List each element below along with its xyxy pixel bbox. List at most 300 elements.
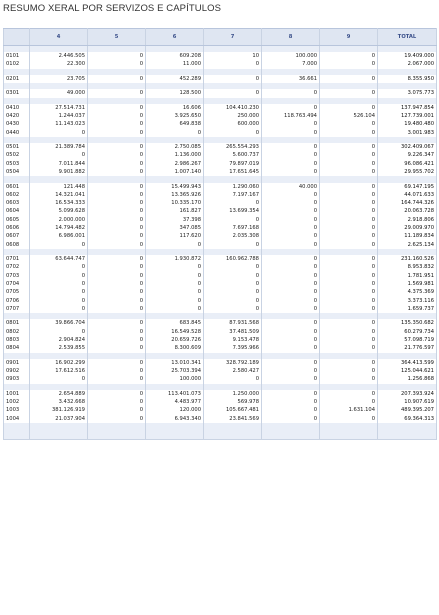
table-row	[4, 390, 437, 398]
cell-code: 0803	[4, 336, 30, 344]
cell-col-7: 9.153.478	[204, 336, 262, 344]
cell-col-8: 0	[262, 280, 320, 288]
cell-col-4: 3.432.668	[30, 398, 88, 406]
cell-col-5: 0	[88, 89, 146, 97]
cell-col-8: 7.000	[262, 60, 320, 68]
cell-col-7: 0	[204, 60, 262, 68]
cell-col-5: 0	[88, 305, 146, 313]
cell-col-6: 11.000	[146, 60, 204, 68]
cell-col-9: 0	[320, 328, 378, 336]
cell-col-8: 0	[262, 328, 320, 336]
cell-col-6: 2.750.085	[146, 143, 204, 151]
spacer-row	[4, 429, 437, 440]
cell-col-9: 0	[320, 241, 378, 249]
cell-col-6: 100.000	[146, 375, 204, 383]
cell-col-8: 0	[262, 305, 320, 313]
cell-col-5: 0	[88, 207, 146, 215]
spacer-cell	[204, 429, 262, 440]
cell-code: 0703	[4, 272, 30, 280]
cell-code: 0440	[4, 129, 30, 137]
cell-code: 0502	[4, 151, 30, 159]
cell-col-5: 0	[88, 241, 146, 249]
cell-col-6: 0	[146, 305, 204, 313]
table-row	[4, 120, 437, 128]
cell-col-5: 0	[88, 168, 146, 176]
cell-col-7: 0	[204, 288, 262, 296]
cell-col-4: 21.389.784	[30, 143, 88, 151]
cell-col-8: 0	[262, 104, 320, 112]
cell-col-4: 14.794.482	[30, 224, 88, 232]
cell-col-4: 7.011.844	[30, 160, 88, 168]
spacer-cell	[88, 429, 146, 440]
cell-code: 0430	[4, 120, 30, 128]
cell-code: 0602	[4, 191, 30, 199]
cell-col-7: 600.000	[204, 120, 262, 128]
cell-code: 0301	[4, 89, 30, 97]
cell-col-4: 0	[30, 129, 88, 137]
cell-col-5: 0	[88, 415, 146, 423]
cell-col-4: 16.534.333	[30, 199, 88, 207]
cell-col-8: 118.763.494	[262, 112, 320, 120]
cell-col-4: 1.244.037	[30, 112, 88, 120]
cell-col-5: 0	[88, 367, 146, 375]
cell-col-8: 0	[262, 191, 320, 199]
cell-col-7: 0	[204, 272, 262, 280]
cell-total: 69.364.313	[378, 415, 437, 423]
cell-code: 0707	[4, 305, 30, 313]
cell-col-5: 0	[88, 151, 146, 159]
cell-col-8: 0	[262, 216, 320, 224]
table-row	[4, 191, 437, 199]
cell-col-7: 13.699.354	[204, 207, 262, 215]
cell-col-4: 6.986.001	[30, 232, 88, 240]
cell-col-8: 0	[262, 319, 320, 327]
cell-col-5: 0	[88, 280, 146, 288]
page-title: RESUMO XERAL POR SERVIZOS E CAPÍTULOS	[3, 3, 222, 14]
table-row	[4, 336, 437, 344]
cell-col-4: 0	[30, 375, 88, 383]
cell-col-6: 16.549.528	[146, 328, 204, 336]
cell-col-8: 0	[262, 390, 320, 398]
spacer-cell	[262, 429, 320, 440]
cell-col-9: 0	[320, 375, 378, 383]
table-row	[4, 75, 437, 83]
cell-col-4: 23.705	[30, 75, 88, 83]
cell-col-6: 6.943.340	[146, 415, 204, 423]
cell-col-5: 0	[88, 199, 146, 207]
cell-col-5: 0	[88, 272, 146, 280]
cell-col-9: 0	[320, 60, 378, 68]
cell-total: 8.953.832	[378, 263, 437, 271]
cell-code: 0901	[4, 359, 30, 367]
cell-col-7: 250.000	[204, 112, 262, 120]
header-cell-5: 5	[88, 29, 146, 46]
cell-col-8: 0	[262, 151, 320, 159]
cell-code: 1001	[4, 390, 30, 398]
cell-col-9: 0	[320, 216, 378, 224]
cell-total: 164.744.326	[378, 199, 437, 207]
cell-col-6: 0	[146, 280, 204, 288]
cell-col-6: 347.085	[146, 224, 204, 232]
cell-col-4: 17.612.516	[30, 367, 88, 375]
cell-col-9: 0	[320, 280, 378, 288]
cell-total: 1.569.981	[378, 280, 437, 288]
cell-col-5: 0	[88, 224, 146, 232]
table-row	[4, 224, 437, 232]
cell-col-7: 10	[204, 52, 262, 60]
cell-total: 10.907.619	[378, 398, 437, 406]
cell-col-6: 0	[146, 288, 204, 296]
cell-total: 3.001.983	[378, 129, 437, 137]
cell-col-4: 9.901.882	[30, 168, 88, 176]
cell-col-6: 13.365.926	[146, 191, 204, 199]
cell-total: 3.373.116	[378, 297, 437, 305]
cell-col-8: 0	[262, 297, 320, 305]
cell-col-9: 0	[320, 224, 378, 232]
cell-code: 1003	[4, 406, 30, 414]
cell-col-4: 21.037.904	[30, 415, 88, 423]
cell-col-8: 0	[262, 160, 320, 168]
spacer-cell	[378, 429, 437, 440]
cell-col-9: 0	[320, 120, 378, 128]
table-row	[4, 255, 437, 263]
cell-total: 21.776.597	[378, 344, 437, 352]
cell-col-5: 0	[88, 60, 146, 68]
cell-col-8: 40.000	[262, 183, 320, 191]
cell-total: 137.947.854	[378, 104, 437, 112]
cell-col-5: 0	[88, 359, 146, 367]
cell-col-7: 0	[204, 216, 262, 224]
cell-col-9: 0	[320, 52, 378, 60]
cell-col-9: 0	[320, 319, 378, 327]
table-row	[4, 280, 437, 288]
cell-col-6: 0	[146, 297, 204, 305]
cell-col-4: 11.143.023	[30, 120, 88, 128]
cell-col-4: 0	[30, 151, 88, 159]
cell-col-5: 0	[88, 120, 146, 128]
cell-col-5: 0	[88, 129, 146, 137]
cell-col-4: 0	[30, 288, 88, 296]
cell-col-5: 0	[88, 406, 146, 414]
cell-code: 0102	[4, 60, 30, 68]
cell-col-9: 0	[320, 359, 378, 367]
table-row	[4, 52, 437, 60]
cell-col-5: 0	[88, 232, 146, 240]
cell-col-6: 10.335.170	[146, 199, 204, 207]
cell-col-5: 0	[88, 398, 146, 406]
cell-code: 1004	[4, 415, 30, 423]
cell-col-4: 0	[30, 263, 88, 271]
cell-col-8: 0	[262, 199, 320, 207]
cell-col-4: 2.654.889	[30, 390, 88, 398]
cell-col-4: 0	[30, 328, 88, 336]
cell-col-4: 39.866.704	[30, 319, 88, 327]
cell-col-7: 0	[204, 241, 262, 249]
cell-col-6: 0	[146, 272, 204, 280]
cell-col-6: 15.499.943	[146, 183, 204, 191]
table-row	[4, 160, 437, 168]
header-cell-4: 4	[30, 29, 88, 46]
cell-col-4: 0	[30, 297, 88, 305]
cell-col-9: 0	[320, 151, 378, 159]
cell-col-4: 22.300	[30, 60, 88, 68]
cell-col-8: 0	[262, 415, 320, 423]
cell-col-9: 526.104	[320, 112, 378, 120]
cell-col-4: 0	[30, 241, 88, 249]
table-body	[4, 46, 437, 440]
cell-col-4: 14.321.041	[30, 191, 88, 199]
cell-col-5: 0	[88, 319, 146, 327]
cell-col-9: 0	[320, 336, 378, 344]
cell-col-6: 8.300.609	[146, 344, 204, 352]
cell-total: 60.279.734	[378, 328, 437, 336]
cell-code: 0804	[4, 344, 30, 352]
cell-code: 0607	[4, 232, 30, 240]
cell-code: 0802	[4, 328, 30, 336]
cell-col-7: 0	[204, 305, 262, 313]
cell-col-6: 20.659.726	[146, 336, 204, 344]
table-row	[4, 151, 437, 159]
cell-total: 2.625.134	[378, 241, 437, 249]
cell-code: 0701	[4, 255, 30, 263]
cell-col-8: 0	[262, 288, 320, 296]
cell-col-4: 27.514.731	[30, 104, 88, 112]
cell-code: 0604	[4, 207, 30, 215]
cell-col-7: 0	[204, 89, 262, 97]
cell-col-9: 0	[320, 263, 378, 271]
table-row	[4, 60, 437, 68]
cell-col-8: 0	[262, 406, 320, 414]
cell-total: 1.256.868	[378, 375, 437, 383]
table-row	[4, 112, 437, 120]
cell-total: 29.009.970	[378, 224, 437, 232]
cell-col-8: 0	[262, 168, 320, 176]
table-row	[4, 199, 437, 207]
cell-code: 0902	[4, 367, 30, 375]
cell-col-7: 2.580.427	[204, 367, 262, 375]
cell-col-7: 105.667.481	[204, 406, 262, 414]
cell-col-8: 0	[262, 255, 320, 263]
cell-col-9: 0	[320, 183, 378, 191]
cell-col-8: 0	[262, 263, 320, 271]
cell-col-7: 1.250.000	[204, 390, 262, 398]
cell-col-8: 0	[262, 207, 320, 215]
cell-col-5: 0	[88, 104, 146, 112]
table-row	[4, 241, 437, 249]
cell-col-6: 161.827	[146, 207, 204, 215]
cell-code: 0608	[4, 241, 30, 249]
cell-col-5: 0	[88, 75, 146, 83]
cell-col-5: 0	[88, 336, 146, 344]
cell-col-9: 0	[320, 129, 378, 137]
cell-col-9: 0	[320, 344, 378, 352]
cell-col-8: 0	[262, 232, 320, 240]
table-row	[4, 367, 437, 375]
cell-total: 125.044.621	[378, 367, 437, 375]
cell-total: 4.375.369	[378, 288, 437, 296]
cell-col-4: 2.539.855	[30, 344, 88, 352]
cell-col-6: 1.007.140	[146, 168, 204, 176]
cell-col-4: 63.644.747	[30, 255, 88, 263]
cell-col-9: 0	[320, 305, 378, 313]
cell-total: 127.739.001	[378, 112, 437, 120]
cell-col-5: 0	[88, 297, 146, 305]
cell-col-6: 0	[146, 241, 204, 249]
header-row	[4, 29, 437, 46]
cell-col-8: 0	[262, 336, 320, 344]
cell-code: 0606	[4, 224, 30, 232]
cell-total: 29.955.702	[378, 168, 437, 176]
cell-col-6: 0	[146, 129, 204, 137]
cell-col-7: 0	[204, 297, 262, 305]
cell-code: 0410	[4, 104, 30, 112]
cell-code: 0603	[4, 199, 30, 207]
cell-col-9: 0	[320, 143, 378, 151]
cell-col-7: 265.554.293	[204, 143, 262, 151]
cell-code: 0903	[4, 375, 30, 383]
cell-total: 364.413.599	[378, 359, 437, 367]
cell-code: 0801	[4, 319, 30, 327]
cell-col-8: 0	[262, 375, 320, 383]
cell-col-4: 16.902.299	[30, 359, 88, 367]
cell-col-5: 0	[88, 191, 146, 199]
cell-col-7: 2.035.308	[204, 232, 262, 240]
cell-col-6: 120.000	[146, 406, 204, 414]
cell-col-6: 0	[146, 263, 204, 271]
cell-col-7: 17.651.645	[204, 168, 262, 176]
cell-col-7: 569.978	[204, 398, 262, 406]
cell-col-7: 0	[204, 375, 262, 383]
cell-total: 135.350.682	[378, 319, 437, 327]
cell-code: 0601	[4, 183, 30, 191]
cell-col-4: 0	[30, 305, 88, 313]
table-row	[4, 375, 437, 383]
cell-total: 44.071.633	[378, 191, 437, 199]
cell-col-9: 0	[320, 199, 378, 207]
cell-col-9: 0	[320, 255, 378, 263]
table-row	[4, 359, 437, 367]
cell-col-7: 0	[204, 75, 262, 83]
cell-total: 207.393.924	[378, 390, 437, 398]
cell-col-9: 0	[320, 415, 378, 423]
table-row	[4, 232, 437, 240]
cell-code: 0704	[4, 280, 30, 288]
cell-total: 20.063.728	[378, 207, 437, 215]
cell-code: 0420	[4, 112, 30, 120]
cell-col-5: 0	[88, 390, 146, 398]
spacer-cell	[30, 429, 88, 440]
cell-col-8: 0	[262, 143, 320, 151]
cell-code: 0101	[4, 52, 30, 60]
table-row	[4, 104, 437, 112]
cell-total: 96.086.421	[378, 160, 437, 168]
cell-col-8: 0	[262, 241, 320, 249]
cell-col-9: 0	[320, 191, 378, 199]
cell-col-8: 0	[262, 129, 320, 137]
table-row	[4, 272, 437, 280]
cell-col-6: 1.136.000	[146, 151, 204, 159]
cell-col-9: 0	[320, 288, 378, 296]
cell-col-7: 0	[204, 263, 262, 271]
cell-col-4: 0	[30, 280, 88, 288]
cell-total: 1.659.737	[378, 305, 437, 313]
table-row	[4, 168, 437, 176]
cell-col-4: 2.446.505	[30, 52, 88, 60]
table-row	[4, 216, 437, 224]
cell-col-5: 0	[88, 255, 146, 263]
cell-total: 231.160.526	[378, 255, 437, 263]
header-cell-8: 8	[262, 29, 320, 46]
cell-col-9: 0	[320, 297, 378, 305]
cell-total: 489.395.207	[378, 406, 437, 414]
cell-col-9: 0	[320, 367, 378, 375]
cell-col-5: 0	[88, 328, 146, 336]
cell-total: 2.918.806	[378, 216, 437, 224]
header-cell-total: TOTAL	[378, 29, 437, 46]
cell-col-5: 0	[88, 263, 146, 271]
cell-col-8: 0	[262, 398, 320, 406]
cell-col-9: 0	[320, 75, 378, 83]
cell-col-7: 0	[204, 199, 262, 207]
cell-col-9: 1.631.104	[320, 406, 378, 414]
cell-code: 0705	[4, 288, 30, 296]
cell-col-7: 79.897.019	[204, 160, 262, 168]
cell-code: 0501	[4, 143, 30, 151]
table-row	[4, 183, 437, 191]
cell-col-8: 0	[262, 224, 320, 232]
header-cell-6: 6	[146, 29, 204, 46]
cell-col-6: 128.500	[146, 89, 204, 97]
cell-col-5: 0	[88, 216, 146, 224]
cell-col-5: 0	[88, 112, 146, 120]
cell-col-4: 5.099.628	[30, 207, 88, 215]
cell-col-8: 100.000	[262, 52, 320, 60]
header-cell-7: 7	[204, 29, 262, 46]
cell-col-4: 2.000.000	[30, 216, 88, 224]
cell-code: 0605	[4, 216, 30, 224]
cell-col-7: 23.841.569	[204, 415, 262, 423]
cell-col-7: 0	[204, 280, 262, 288]
table-row	[4, 288, 437, 296]
cell-col-7: 87.931.568	[204, 319, 262, 327]
cell-col-6: 1.930.872	[146, 255, 204, 263]
cell-col-9: 0	[320, 398, 378, 406]
cell-col-6: 13.010.341	[146, 359, 204, 367]
cell-code: 1002	[4, 398, 30, 406]
cell-col-7: 37.481.509	[204, 328, 262, 336]
cell-col-6: 25.703.394	[146, 367, 204, 375]
cell-col-7: 7.395.966	[204, 344, 262, 352]
cell-total: 11.189.834	[378, 232, 437, 240]
cell-code: 0201	[4, 75, 30, 83]
cell-col-8: 0	[262, 367, 320, 375]
cell-col-4: 381.126.919	[30, 406, 88, 414]
header-cell-9: 9	[320, 29, 378, 46]
cell-total: 19.409.000	[378, 52, 437, 60]
cell-col-9: 0	[320, 89, 378, 97]
table-row	[4, 305, 437, 313]
cell-col-6: 16.606	[146, 104, 204, 112]
cell-col-8: 0	[262, 120, 320, 128]
cell-col-9: 0	[320, 390, 378, 398]
spacer-cell	[146, 429, 204, 440]
cell-code: 0706	[4, 297, 30, 305]
cell-col-6: 649.838	[146, 120, 204, 128]
cell-col-7: 160.962.788	[204, 255, 262, 263]
cell-col-4: 2.904.824	[30, 336, 88, 344]
cell-total: 3.075.773	[378, 89, 437, 97]
cell-col-6: 37.398	[146, 216, 204, 224]
